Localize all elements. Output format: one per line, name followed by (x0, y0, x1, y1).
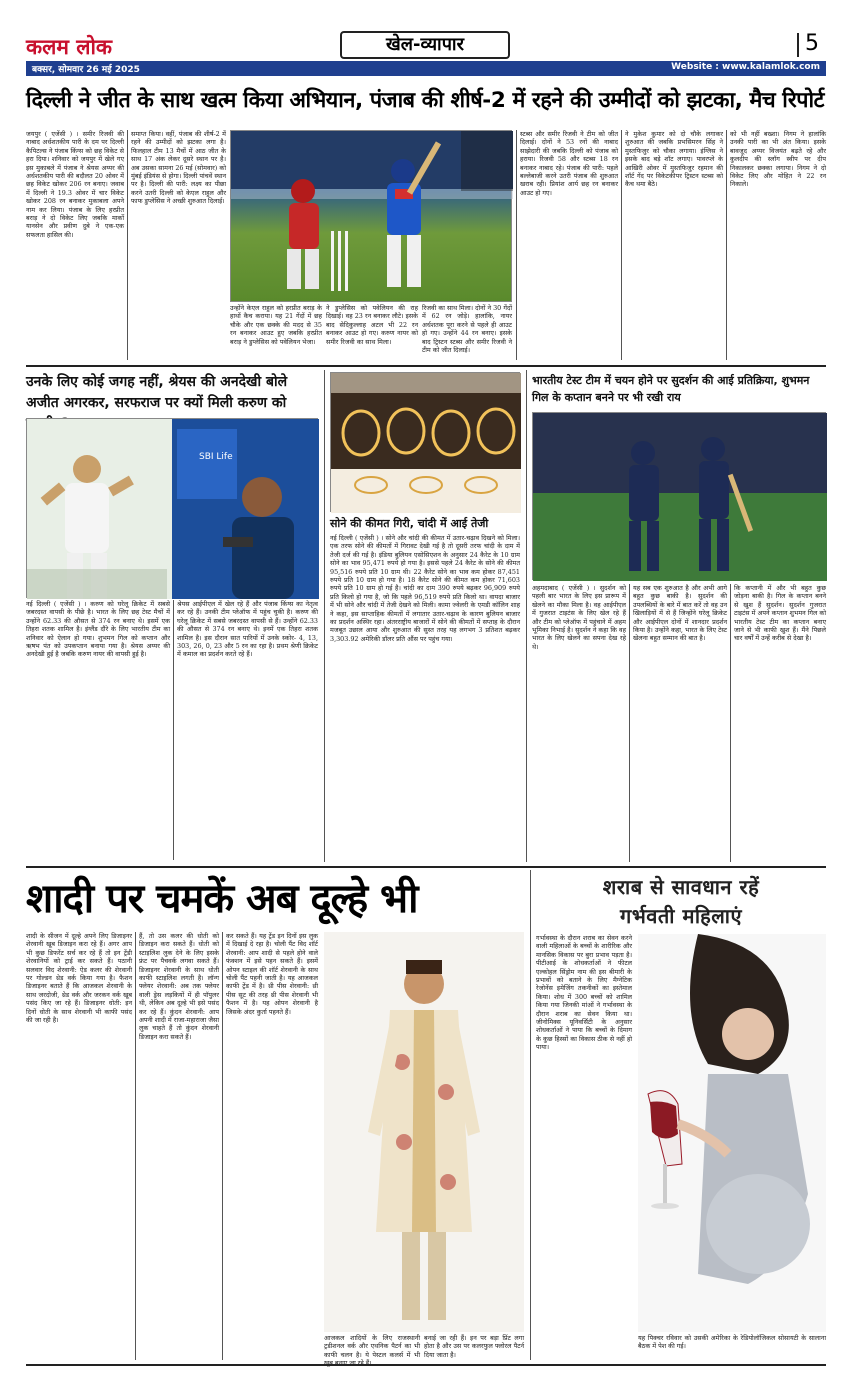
iyer-photo (26, 418, 318, 598)
groom-column-2: हैं, तो उस कलर की धोती को डिजाइन करा सकते हैं। धोती को स्टाइलिश लुक देने के लिए इसके फ्रंट पर पैचवर्क लगवा सकते हैं। डिजाइनर शेरवानी के साथ धोती काफी स्टाइलिश लगती है। लॉन्ग फ्लेयर शेरवानी: अब तक फ्लेयर वाली ड्रेस लड़कियों में ही पॉपुलर थी, लेकिन अब दूल्हे भी इसे पसंद कर रहे हैं। कुंदन शेरवानी: आप अपनी शादी में राजा-महाराजा जैसा लुक चाहते हैं तो कुंदन शेरवानी डिजाइन करा सकते हैं। (139, 932, 219, 1041)
iyer-headline: उनके लिए कोई जगह नहीं, श्रेयस की अनदेखी बोले अजीत अगरकर, सरफराज पर क्यों मिली करुण को (26, 374, 288, 411)
website-url: Website : www.kalamlok.com (671, 62, 820, 72)
cricket-scene-svg (231, 131, 513, 303)
lead-column-4: ने डुप्लेसिस को पवेलियन की राह दिखाई। वह 23 रन बनाकर लौटे। इसके बाद सेदिकुल्लाह अटल भी 22 रन बनाकर आउट हो गए। करुण नायर को समीर रिजवी का साथ मिला। (326, 304, 418, 346)
masthead (0, 0, 850, 60)
pregnant-woman-svg (638, 934, 826, 1332)
sudarshan-column-3: कि कप्तानी में और भी बहुत कुछ जोड़ना बाकी है। गिल के कप्तान बनने से खुश हैं सुदर्शन। सुदर्शन गुजरात टाइटंस में अपने कप्तान शुभमन गिल को भारतीय टेस्ट टीम का कप्तान बनाए जाने से भी काफी खुश हैं। मैंने पिछले चार वर्षों में उन्हें करीब से देखा है। (734, 584, 826, 643)
sudarshan-column-1: अहमदाबाद ( एजेंसी ) । सुदर्शन को पहली बार भारत के लिए इस प्रारूप में खेलने का मौका मिला है। वह आईपीएल में गुजरात टाइटंस के लिए खेल रहे हैं और टीम को प्लेऑफ में पहुंचाने में अहम भूमिका निभाई है। सुदर्शन ने कहा कि वह भारत के लिए खेलने का सपना देख रहे थे। (532, 584, 626, 651)
iyer-scene-svg (27, 419, 319, 599)
section-title: खेल-व्यापार (386, 34, 464, 55)
sudarshan-scene-svg (533, 413, 827, 581)
lead-column-6: स्टब्स और समीर रिजवी ने टीम को जीत दिलाई। दोनों ने 53 रनों की नाबाद साझेदारी की जबकि दिल्ली को पंजाब को हराया। रिजवी 58 और स्टब्स 18 रन बनाकर नाबाद रहे। पंजाब की पारी: पहले बल्लेबाजी करने उतरी पंजाब की शुरुआत खराब रही। प्रियांश आर्य छह रन बनाकर आउट हो गए। (520, 130, 618, 197)
lead-column-8: को भी नहीं बख्शा। निगम ने हालांकि उनकी पारी का भी अंत किया। इसके बावजूद अय्यर विजयंत बढ़ते रहे और कुलदीप की स्लॉग स्वीप पर दीप निकालकर छक्का लगाया। निगम ने दो विकेट लिए और मोहित ने 22 रन निकाले। (730, 130, 826, 189)
page-number: 5 (805, 31, 819, 56)
groom-column-4: आजकल शादियों के लिए राजस्थानी ट्रडीशनल वर्क और एथनिक पैटर्न का भी काफी चलन है। ये पेस्टल कलर्स में भी (324, 1334, 420, 1359)
gold-body: नई दिल्ली ( एजेंसी ) । सोने और चांदी की कीमत में उतार-चढ़ाव दिखने को मिला। एक तरफ सोने की कीमतों में गिरावट देखी गई है तो दूसरी तरफ चांदी के दाम में तेजी दर्ज की गई है। इंडिया बुलियन एसोसिएशन के अनुसार 24 कैरेट के 10 ग्राम सोने का भाव 95,471 रुपये हो गया है। इससे पहले 24 कैरेट के सोने की कीमत 95,516 रुपये प्रति 10 ग्राम थी। 22 कैरेट सोने का भाव कम होकर 87,451 रुपये प्रति 10 ग्राम हो गया है। 18 कैरेट सोने की कीमत कम होकर 71,603 रुपये प्रति 10 ग्राम हो गई है। चांदी का दाम 390 रुपये बढ़कर 96,909 रुपये प्रति किलो हो गया है, जो कि पहले 96,519 रुपये प्रति किलो था। वायदा बाजार में भी सोने और चांदी में तेजी देखने को मिली। कामा ज्वेलरी के एमडी कॉलिन शाह ने कहा, इस साप्ताहिक कीमतों में लगातार उतार-चढ़ाव के कारण बुलियन बाजार का प्रदर्शन अस्थिर रहा। अंतरराष्ट्रीय बाजारों में सोने की कीमतों में सप्ताह के दौरान मजबूत उछाल आया और शुरुआत की सुस्त तरह यह लगभग 3 प्रतिशत बढ़कर 3,303.92 अमेरिकी डॉलर प्रति औंस पर पहुंच गया। (330, 534, 520, 643)
sherwani-photo (324, 932, 524, 1332)
pregnancy-headline-line-2: गर्भवती महिलाएं (619, 904, 743, 928)
lead-column-1: जयपुर ( एजेंसी ) । समीर रिजवी की नाबाद अर्धशतकीय पारी के दम पर दिल्ली कैपिटल्स ने पंजाब किंग्स को छह विकेट से हरा दिया। शनिवार को जयपुर में खेले गए इस मुकाबले में पंजाब ने श्रेयस अय्यर की अर्धशतकीय पारी की बदौलत 20 ओवर में छह विकेट खोकर 206 रन बनाए। जवाब में दिल्ली ने 19.3 ओवर में चार विकेट खोकर 208 रन बनाकर मुकाबला अपने नाम कर लिया। पंजाब के लिए हरप्रीत बराड़ ने दो विकेट लिए जबकि मार्को यानसेन और प्रवीण दुबे ने एक-एक सफलता हासिल की। (26, 130, 124, 239)
groom-column-3: कर सकते हैं। यह ट्रेंड इन दिनों इस लुक में दिखाई दे रहा है। चोली पैंट विद शॉर्ट शेरवानी: आप शादी से पहले होने वाले फंक्शन में इसे पहन सकते हैं। इसमें ओपन स्टाइल की शॉर्ट शेरवानी के साथ चोली पैंट पहनी जाती है। यह आजकल काफी ट्रेंड में है। थ्री पीस शेरवानी: थ्री पीस सूट की तरह थ्री पीस शेरवानी भी फैशन में है। यह ओपन शेरवानी है जिसके अंदर कुर्ता पहनते हैं। (226, 932, 318, 1016)
jewellery-photo (330, 372, 520, 512)
sudarshan-headline: भारतीय टेस्ट टीम में चयन होने पर सुदर्शन की आई प्रतिक्रिया, शुभमन गिल के कप्तान बनने पर भी रखी राय (532, 374, 810, 404)
page-number-divider (797, 33, 799, 57)
iyer-column-1: नई दिल्ली ( एजेंसी ) । करुण को घरेलू क्रिकेट में सबसे जबरदस्त वापसी के पीछे है। भारत के लिए छह टेस्ट मैचों में उन्होंने 62.33 की औसत से 374 रन बनाए थे। इसमें एक तिहरा शतक शामिल है। इंग्लैंड दौरे के लिए भारतीय टीम का शनिवार को ऐलान हो गया। शुभमन गिल को कप्तान और ऋषभ पंत को उपकप्तान बनाया गया है। श्रेयस अय्यर की अनदेखी हुई है जबकि करुण नायर की वापसी हुई है। (26, 600, 170, 659)
iyer-column-2: श्रेयस आईपीएल में खेल रहे हैं और पंजाब किंग्स का नेतृत्व कर रहे हैं। उनकी टीम प्लेऑफ में पहुंच चुकी है। करुण की घरेलू क्रिकेट में सबसे जबरदस्त वापसी से हैं। उन्होंने 62.33 की औसत से 374 रन बनाए थे। इनमें एक तिहरा शतक शामिल है। इस दौरान सात पारियों में उनके स्कोर- 4, 13, 303, 26, 0, 23 और 5 रन का रहा है। प्रथम श्रेणी क्रिकेट में कमाल का प्रदर्शन करते रहे हैं। (177, 600, 318, 659)
lead-column-2: समाप्त किया। वहीं, पंजाब की शीर्ष-2 में रहने की उम्मीदों को झटका लगा है। फिलहाल टीम 13 मैचों में आठ जीत के साथ 17 अंक लेकर दूसरे स्थान पर है। अब उसका सामना 26 मई (सोमवार) को मुंबई इंडियंस से होगा। दिल्ली पांचवें स्थान पर है। दिल्ली की पारी: लक्ष्य का पीछा करने उतरी दिल्ली को केएल राहुल और फाफ डुप्लेसिस ने अच्छी शुरुआत दिलाई। (131, 130, 226, 206)
gold-headline: सोने की कीमत गिरी, चांदी में आई तेजी (330, 517, 489, 530)
lead-column-5: रिजवी का साथ मिला। दोनों ने 30 गेंदों में 62 रन जोड़े। हालांकि, नायर अर्धशतक पूरा करने से पहले ही आउट हो गए। उन्होंने 44 रन बनाए। इसके बाद ट्रिस्टन स्टब्स और समीर रिजवी ने टीम को जीत दिलाई। (422, 304, 512, 355)
lead-headline: दिल्ली ने जीत के साथ खत्म किया अभियान, पंजाब की शीर्ष-2 में रहने की उम्मीदों को झटका, मैच रिपोर्ट (26, 88, 825, 113)
sudarshan-column-2: यह सब एक शुरुआत है और अभी आगे बहुत कुछ बाकी है। सुदर्शन की उपलब्धियों के बारे में बात करें तो वह उन खिलाड़ियों में से हैं जिन्होंने घरेलू क्रिकेट और आईपीएल दोनों में शानदार प्रदर्शन किया है। उन्होंने कहा, भारत के लिए टेस्ट खेलना बहुत सम्मान की बात है। (633, 584, 727, 643)
groom-column-5: बनाई जा रही हैं। इन पर बड़ा प्रिंट लगा होता है और उस पर कलरफुल फ्लोरल पैटर्न दिया जाता है। (424, 1334, 524, 1359)
groom-headline: शादी पर चमकें अब दूल्हे भी (26, 876, 418, 922)
sherwani-model-svg (324, 932, 524, 1332)
groom-column-1: शादी के सीजन में दूल्हे अपने लिए डिजाइनर शेरवानी खूब डिजाइन करा रहे हैं। अगर आप भी कुछ डिफरेंट सर्च कर रहे हैं तो इन ट्रेंडी शेरवानियों को ट्राई कर सकते हैं। पठानी सलवार विद शेरवानी: ऐड कलर की शेरवानी पर गोल्डन थ्रेड वर्क किया गया है। फैशन डिजाइनर बताते हैं कि आजकल शेरवानी के साथ जरदोजी, थ्रेड वर्क और जरकन वर्क खूब पसंद किए जा रहे हैं। डिजाइनर धोती: इन दिनों धोती के साथ शेरवानी भी काफी पसंद की जा रही है। (26, 932, 132, 1025)
masthead-logo: कलम लोक (26, 35, 113, 59)
svg-text:SBI Life: SBI Life (199, 452, 233, 462)
pregnancy-headline-line-1: शराब से सावधान रहें (602, 875, 760, 899)
lead-column-3: उन्होंने केएल राहुल को हरप्रीत बराड़ के हाथों कैच कराया। यह 21 गेंदों में छह चौके और एक छक्के की मदद से 35 रन बनाकर आउट हुए जबकि हरप्रीत बराड़ ने डुप्लेसिस को पवेलियन भेजा। (230, 304, 322, 346)
section-box (340, 31, 510, 59)
issue-date: बक्सर, सोमवार 26 मई 2025 (32, 65, 140, 75)
pregnant-woman-photo (638, 934, 826, 1332)
dateline-bar (26, 61, 826, 76)
pregnancy-caption: यह पिक्चर रविवार को उसकी अमेरिका के रेडियोलॉजिकल सोसायटी के सालाना बैठक में पेश की गई। (638, 1334, 826, 1351)
lead-photo-cricket (230, 130, 512, 302)
lead-column-7: ने मुकेश कुमार को दो चौके लगाकर शुरुआत की जबकि प्रभसिमरन सिंह ने मुस्तफिजुर को चौका लगाया। इंग्लिस ने इसके बाद बड़े शॉट लगाए। पावरप्ले के आखिरी ओवर में मुस्तफिजुर रहमान की शॉर्ट गेंद पर विकेटकीपर ट्रिस्टन स्टब्स को कैच थमा बैठे। (625, 130, 723, 189)
pregnancy-column-1: गर्भावस्था के दौरान शराब का सेवन करने वाली महिलाओं के बच्चों के शारीरिक और मानसिक विकास पर बुरा प्रभाव पड़ता है। पीटीआई के शोधकर्ताओं ने फीटल एल्कोहल सिंड्रोम नाम की इस बीमारी के प्रभावों को बताने के लिए मैग्नेटिक रेजोनेंस इमेजिंग तकनीकों का इस्तेमाल किया। शोध में 300 बच्चों को शामिल किया गया जिनकी मांओं ने गर्भावस्था के दौरान शराब का सेवन किया था। जीनोमिक्स यूनिवर्सिटी के अनुसार शोधकर्ताओं ने पाया कि बच्चों के दिमाग के कुछ हिस्सों का विकास ठीक से नहीं हो पाया। (536, 934, 632, 1052)
jewellery-scene-svg (331, 373, 521, 513)
sudarshan-photo (532, 412, 826, 580)
